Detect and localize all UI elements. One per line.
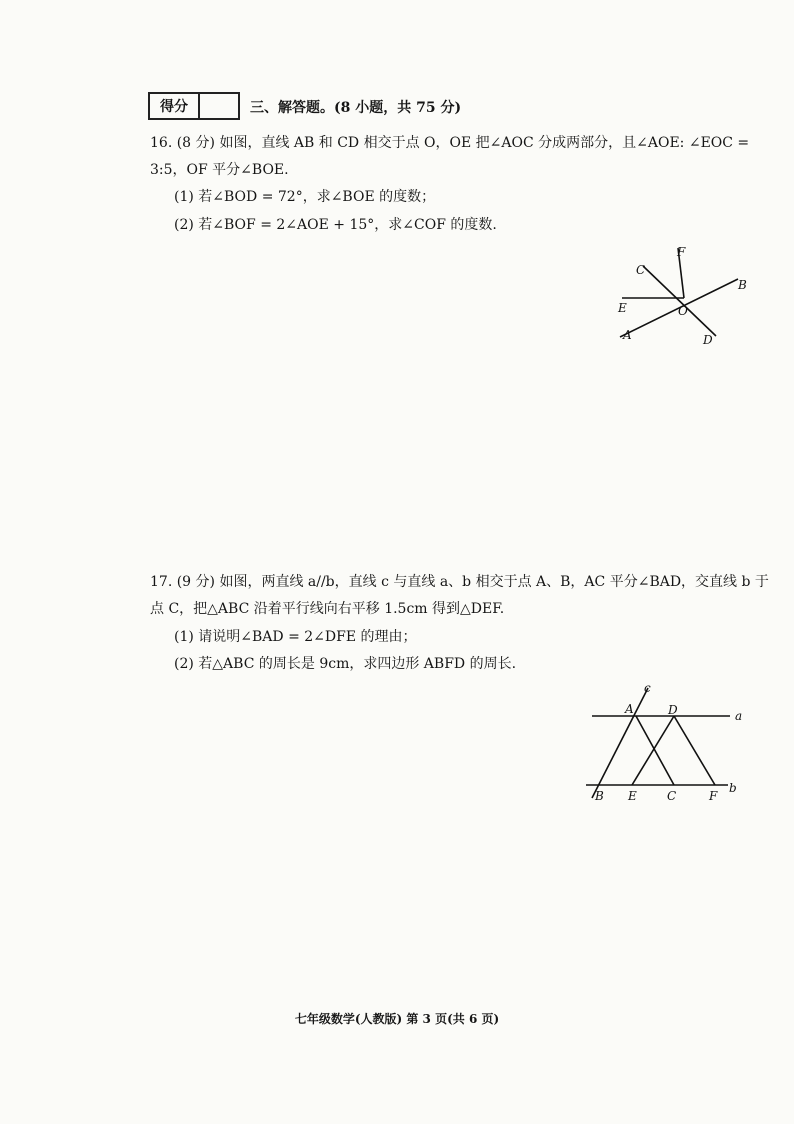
label-f-point: F — [709, 789, 718, 803]
label-a-point: A — [625, 702, 634, 716]
q17-figure — [580, 680, 760, 805]
label-d-point: D — [668, 703, 678, 717]
q16-figure — [608, 240, 758, 350]
label-f: F — [677, 245, 686, 259]
line-cd — [643, 266, 716, 336]
section-title: 三、解答题。(8 小题，共 75 分) — [250, 100, 462, 116]
label-e-point: E — [628, 789, 637, 803]
label-b-line: b — [729, 781, 737, 795]
score-blank[interactable] — [200, 94, 238, 118]
page-footer: 七年级数学(人教版) 第 3 页(共 6 页) — [294, 1012, 500, 1026]
line-c — [592, 688, 648, 798]
q16-line1: 16. (8 分) 如图，直线 AB 和 CD 相交于点 O，OE 把∠AOC 分成两部分，且∠AOE: ∠EOC = — [150, 135, 750, 151]
label-c-point: C — [667, 789, 677, 803]
label-c-line: c — [644, 681, 651, 695]
label-a-line: a — [735, 709, 743, 723]
score-label: 得分 — [150, 94, 200, 118]
label-b-point: B — [595, 789, 604, 803]
label-b: B — [738, 278, 747, 292]
label-o: O — [678, 304, 688, 318]
q17-part1: (1) 请说明∠BAD = 2∠DFE 的理由； — [174, 629, 417, 645]
label-a: A — [623, 328, 632, 342]
q17-line1: 17. (9 分) 如图，两直线 a//b，直线 c 与直线 a、b 相交于点 A、B，AC 平分∠BAD，交直线 b 于 — [150, 574, 769, 590]
q16-part1: (1) 若∠BOD = 72°，求∠BOE 的度数； — [174, 189, 436, 205]
segment-df — [674, 716, 715, 785]
label-c: C — [636, 263, 646, 277]
label-e: E — [618, 301, 627, 315]
label-d: D — [703, 333, 713, 347]
q16-line2: 3:5，OF 平分∠BOE. — [150, 162, 289, 178]
q17-line2: 点 C，把△ABC 沿着平行线向右平移 1.5cm 得到△DEF. — [150, 601, 505, 617]
q16-part2: (2) 若∠BOF = 2∠AOE + 15°，求∠COF 的度数. — [174, 217, 497, 233]
q17-part2: (2) 若△ABC 的周长是 9cm，求四边形 ABFD 的周长. — [174, 656, 517, 672]
score-box — [148, 92, 240, 120]
